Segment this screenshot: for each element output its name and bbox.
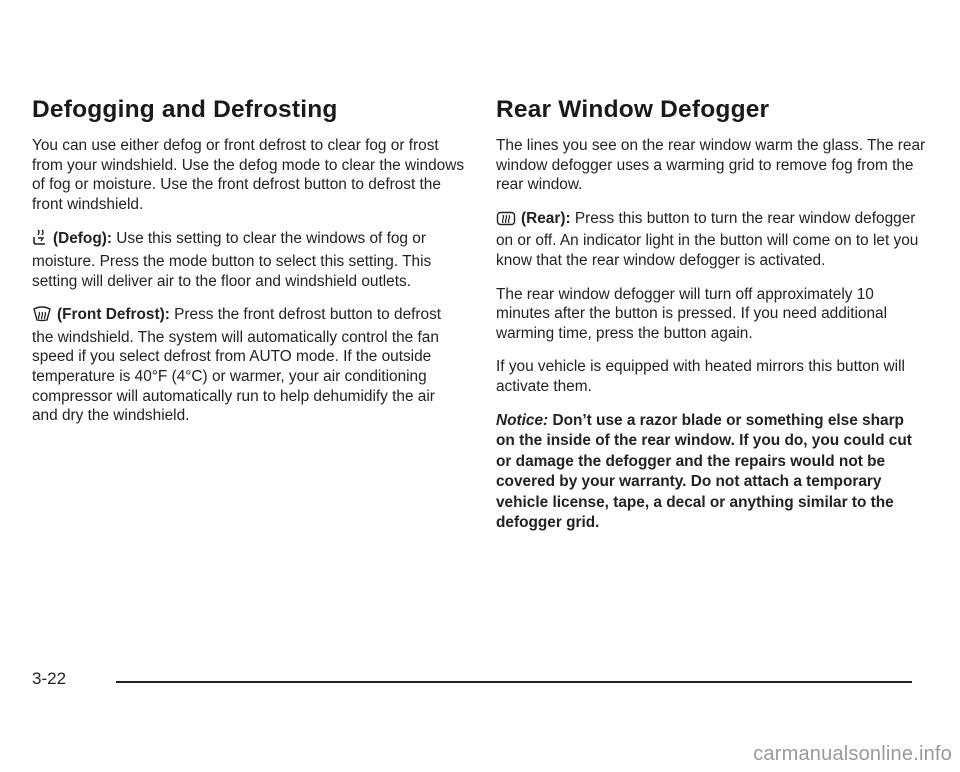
left-column (32, 96, 464, 440)
notice-text: Don’t use a razor blade or something else sharp on the inside of the rear window. If you do, you could cut or damage the defogger and the repairs would not be covered by your warranty. Do not attach a temporary vehicle license, tape, a decal or anything similar to the defogger grid. (496, 411, 912, 532)
notice-paragraph (496, 411, 926, 534)
watermark: carmanualsonline.info (753, 743, 952, 765)
notice-label: Notice: (496, 411, 549, 429)
rear-defogger-intro-paragraph: The lines you see on the rear window warm the glass. The rear window defogger uses a warming grid to remove fog from the rear window. (496, 137, 926, 194)
front-defrost-paragraph (32, 305, 464, 426)
front-defrost-icon (32, 306, 52, 328)
defog-icon (32, 228, 48, 252)
heated-mirrors-paragraph: If you vehicle is equipped with heated mirrors this button will activate them. (496, 358, 905, 395)
rear-paragraph (496, 209, 926, 271)
page-footer (32, 669, 912, 693)
front-defrost-text: Press the front defrost button to defrost the windshield. The system will automatically control the fan speed if you select defrost from AUTO mode. If the outside temperature is 40°F (4°C) or warmer, your air conditioning compressor will automatically run to help dehumidify the air and dry the windshield. (32, 306, 442, 425)
footer-divider (116, 681, 912, 683)
right-column (496, 96, 926, 548)
rear-term: (Rear): (521, 209, 571, 227)
defog-paragraph (32, 228, 464, 291)
defog-text: Use this setting to clear the windows of fog or moisture. Press the mode button to select this setting. This setting will deliver air to the floor and windshield outlets. (32, 230, 432, 290)
heading-rear-window-defogger: Rear Window Defogger (496, 96, 770, 123)
rear-off-paragraph: The rear window defogger will turn off approximately 10 minutes after the button is pressed. If you need additional warming time, press the button again. (496, 285, 887, 342)
defogging-intro-paragraph: You can use either defog or front defrost to clear fog or frost from your windshield. Use the defog mode to clear the windows of fog or moisture. Use the front defrost button to defrost the front windshield. (32, 137, 465, 213)
rear-defogger-icon (496, 211, 516, 232)
page-number: 3-22 (32, 669, 67, 688)
rear-text: Press this button to turn the rear window defogger on or off. An indicator light in the button will come on to let you know that the rear window defogger is activated. (496, 209, 919, 269)
heading-defogging-defrosting: Defogging and Defrosting (32, 96, 338, 123)
front-defrost-term: (Front Defrost): (57, 306, 170, 324)
defog-term: (Defog): (53, 230, 112, 248)
